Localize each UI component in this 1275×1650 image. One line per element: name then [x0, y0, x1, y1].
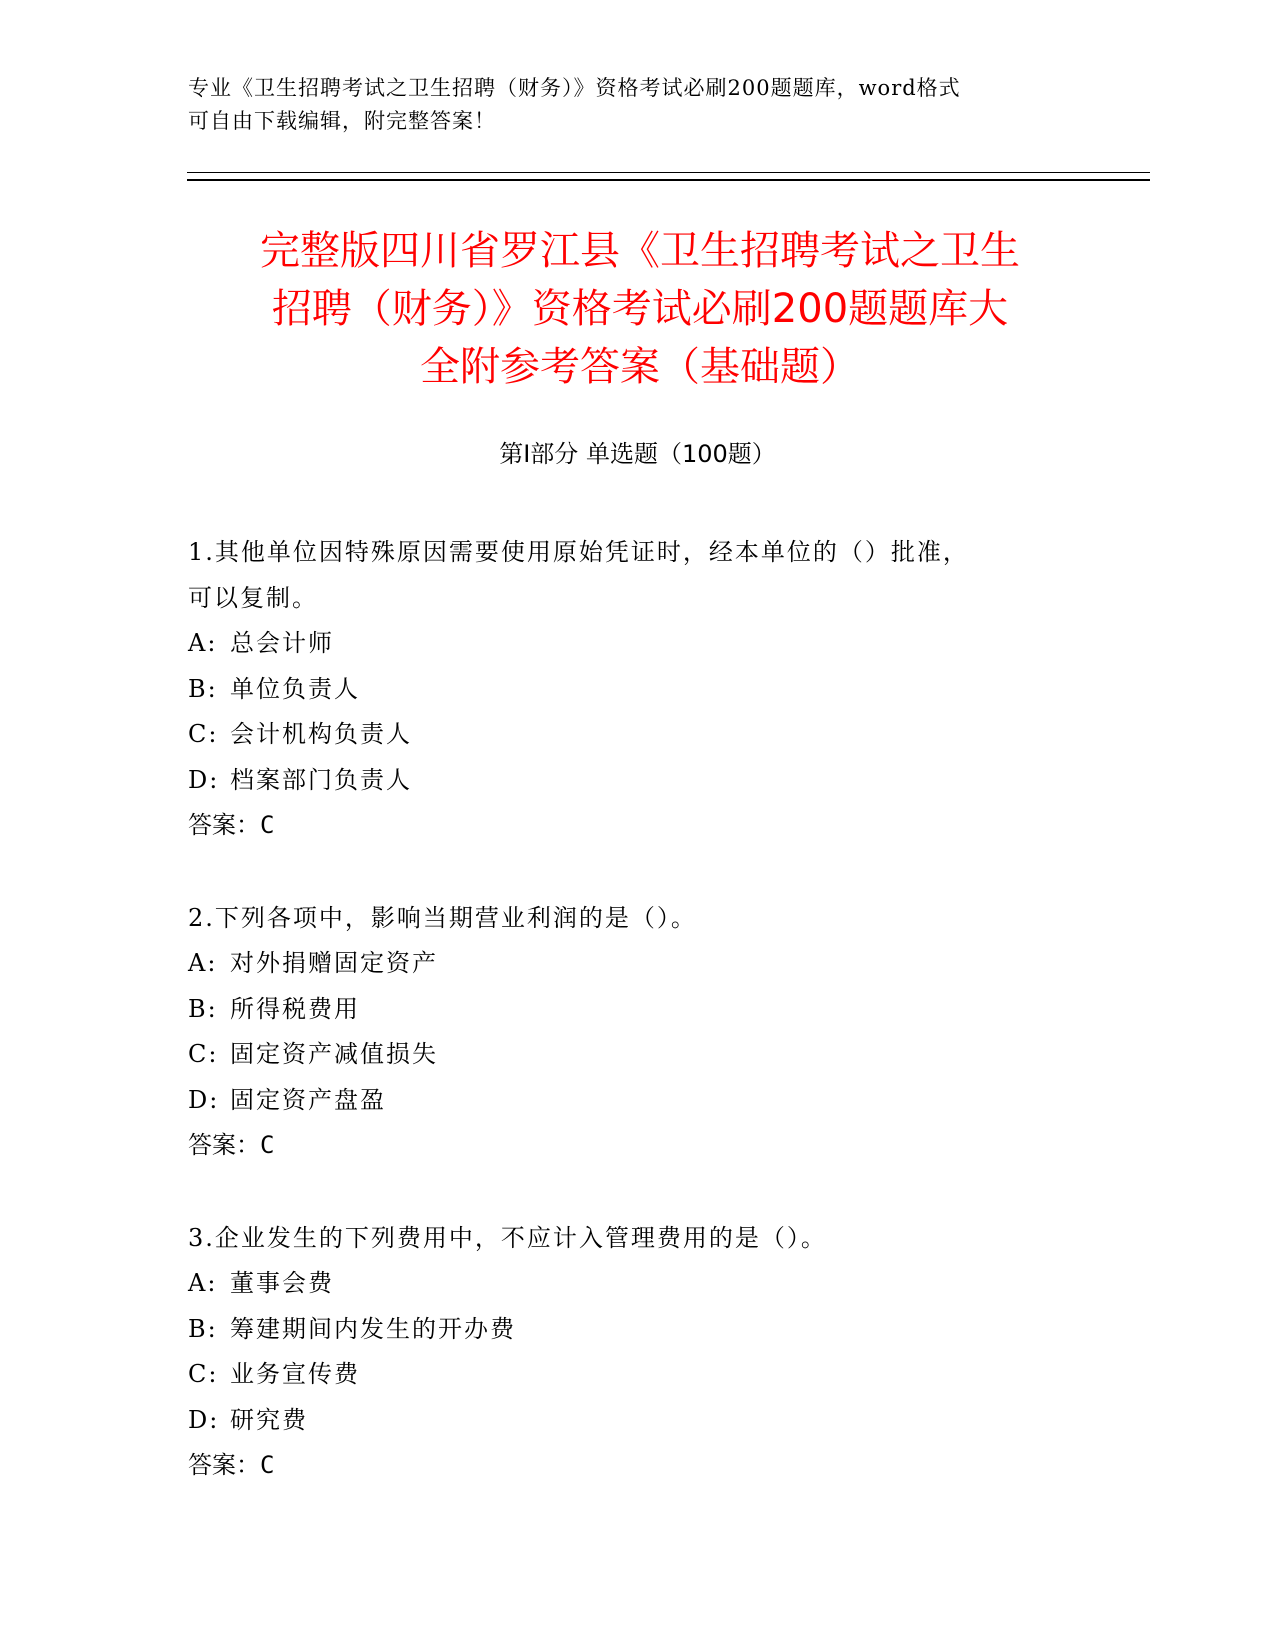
option-key: B: — [188, 994, 218, 1023]
answer-label: 答案： — [188, 1131, 260, 1159]
option-c — [188, 1352, 1088, 1398]
answer-value: C — [260, 1451, 275, 1479]
option-key: A: — [188, 949, 218, 977]
option-a — [188, 1261, 1088, 1307]
option-text: 业务宣传费 — [230, 1360, 360, 1388]
answer-value: C — [260, 811, 275, 839]
option-key: B: — [188, 1314, 218, 1343]
question-2 — [188, 896, 1088, 1169]
answer-label: 答案： — [188, 1451, 260, 1479]
option-key: B: — [188, 674, 218, 703]
option-text: 董事会费 — [230, 1269, 334, 1297]
header-note-line-1: 专业《卫生招聘考试之卫生招聘（财务）》资格考试必刷200题题库，word格式 — [188, 76, 961, 100]
answer-line — [188, 1443, 1088, 1489]
option-key: D: — [188, 1085, 220, 1114]
document-title — [200, 222, 1080, 396]
option-d — [188, 758, 1088, 804]
option-text: 所得税费用 — [230, 994, 360, 1023]
document-title-line-3: 全附参考答案（基础题） — [420, 344, 860, 390]
option-a — [188, 941, 1088, 987]
option-text: 会计机构负责人 — [230, 720, 412, 748]
document-title-line-2: 招聘（财务）》资格考试必刷200题题库大 — [271, 286, 1009, 332]
option-c — [188, 1032, 1088, 1078]
header-note-line-2: 可自由下载编辑，附完整答案！ — [188, 109, 496, 133]
option-key: C: — [188, 1040, 219, 1068]
option-text: 对外捐赠固定资产 — [230, 949, 438, 977]
option-key: A: — [188, 1269, 218, 1297]
header-note — [188, 72, 1088, 138]
option-b — [188, 667, 1088, 713]
answer-line — [188, 1123, 1088, 1169]
option-text: 总会计师 — [230, 629, 334, 657]
option-c — [188, 712, 1088, 758]
answer-label: 答案： — [188, 811, 260, 839]
question-3 — [188, 1216, 1088, 1489]
answer-line — [188, 803, 1088, 849]
option-a — [188, 621, 1088, 667]
option-text: 研究费 — [230, 1405, 308, 1434]
option-key: C: — [188, 1360, 219, 1388]
document-title-line-1: 完整版四川省罗江县《卫生招聘考试之卫生 — [260, 228, 1020, 274]
option-d — [188, 1398, 1088, 1444]
option-b — [188, 987, 1088, 1033]
option-text: 单位负责人 — [230, 674, 360, 703]
option-key: D: — [188, 765, 220, 794]
option-text: 档案部门负责人 — [230, 765, 412, 794]
section-heading: 第Ⅰ部分 单选题（100题） — [499, 440, 776, 468]
question-stem-continued: 可以复制。 — [188, 583, 318, 612]
option-key: C: — [188, 720, 219, 748]
option-key: A: — [188, 629, 218, 657]
answer-value: C — [260, 1131, 275, 1159]
header-divider-thick — [187, 179, 1150, 181]
option-text: 固定资产减值损失 — [230, 1040, 438, 1068]
question-list — [188, 530, 1088, 1536]
option-text: 筹建期间内发生的开办费 — [230, 1314, 516, 1343]
question-stem: 2.下列各项中，影响当期营业利润的是（）。 — [188, 903, 697, 932]
question-stem: 1.其他单位因特殊原因需要使用原始凭证时，经本单位的（）批准， — [188, 538, 969, 566]
option-d — [188, 1078, 1088, 1124]
option-text: 固定资产盘盈 — [230, 1085, 386, 1114]
option-b — [188, 1307, 1088, 1353]
question-stem: 3.企业发生的下列费用中，不应计入管理费用的是（）。 — [188, 1223, 827, 1252]
header-divider-thin — [187, 172, 1150, 173]
option-key: D: — [188, 1405, 220, 1434]
question-1 — [188, 530, 1088, 849]
